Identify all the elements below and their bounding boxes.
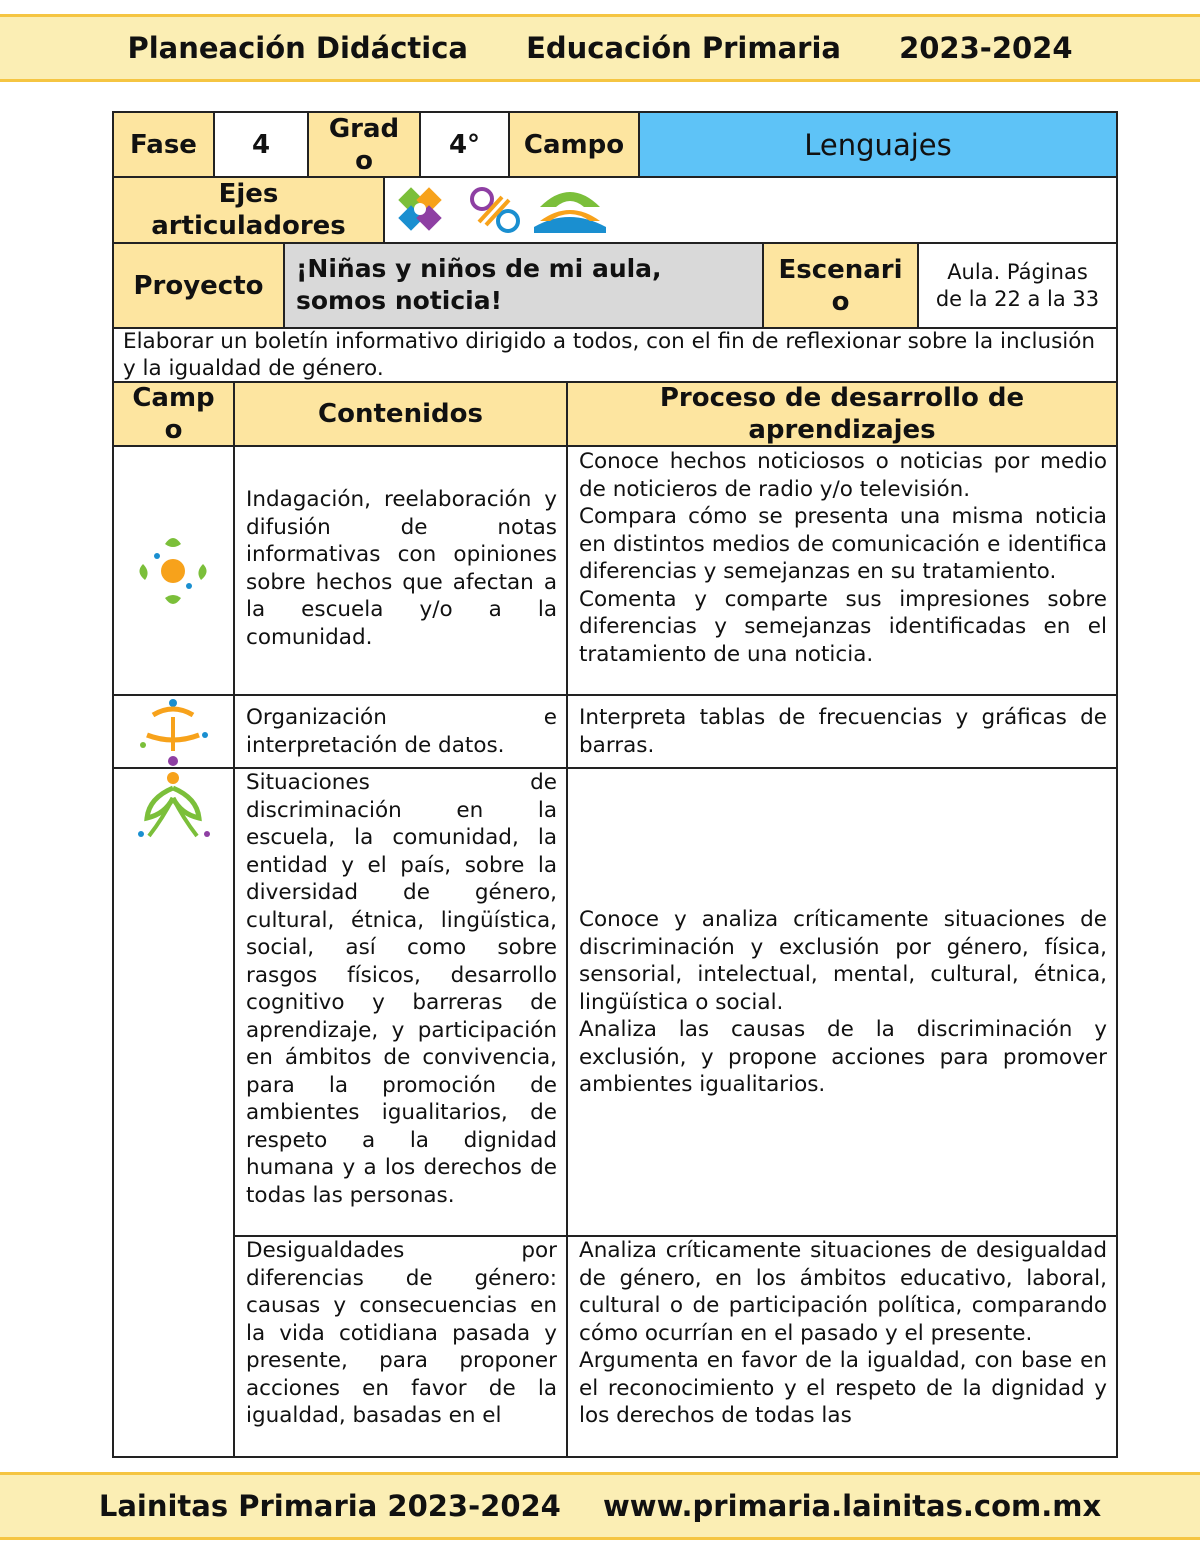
proyecto-label: Proyecto: [113, 243, 284, 328]
row2-proceso-item: Interpreta tablas de frecuencias y gráficas de barras.: [579, 705, 1107, 758]
igualdad-icon: [472, 189, 518, 231]
row2-proceso: [567, 695, 1117, 768]
grado-value: 4°: [448, 129, 481, 160]
ejes-label: Ejes articuladores: [113, 177, 384, 243]
row4-proceso: [567, 1236, 1117, 1457]
row1-proceso: [567, 446, 1117, 695]
escenario-value: Aula. Páginas de la 22 a la 33: [935, 259, 1100, 311]
interculturalidad-icon: [534, 192, 606, 233]
row2-contenido: Organización e interpretación de datos.: [246, 705, 557, 758]
fase-value: 4: [251, 129, 271, 160]
header-banner: [0, 14, 1200, 82]
row4-proceso-item: Analiza críticamente situaciones de desigualdad de género, en los ámbitos educativo, laboral, cultural o de participación política, comparando cómo ocurrían en el pasado y el presente.: [579, 1238, 1107, 1346]
row3-proceso-item: Analiza las causas de la discriminación y exclusión, y propone acciones para promover ambientes igualitarios.: [579, 1017, 1107, 1097]
row4-contenido: Desigualdades por diferencias de género: causas y consecuencias en la vida cotidiana pasada y presente, para proponer acciones en favor de la igualdad, basadas en el: [246, 1238, 557, 1428]
saberes-icon: [113, 695, 234, 768]
row1-icon-cell: [113, 446, 234, 695]
footer-brand: Lainitas Primaria 2023-2024: [98, 1489, 561, 1523]
row3-proceso-item: Conoce y analiza críticamente situaciones de discriminación y exclusión por género, física, sensorial, intelectual, mental, cultural, étnica, lingüística o social.: [579, 907, 1107, 1015]
col-proceso-header: Proceso de desarrollo de aprendizajes: [567, 382, 1117, 446]
ejes-articuladores-icons: [384, 177, 624, 243]
ejes-icons: [384, 177, 1117, 243]
row1-contenido: Indagación, reelaboración y difusión de notas informativas con opiniones sobre hechos que afectan a la escuela y/o a la comunidad.: [246, 487, 557, 650]
objetivo-text: Elaborar un boletín informativo dirigido a todos, con el fin de reflexionar sobre la inclusión y la igualdad de género.: [123, 329, 1096, 381]
header-year: 2023-2024: [899, 31, 1073, 65]
row2-icon-cell: [113, 695, 234, 768]
col-contenidos-header: Contenidos: [234, 382, 567, 446]
campo-label: Campo: [509, 112, 639, 177]
row3-contenido: Situaciones de discriminación en la escuela, la comunidad, la entidad y el país, sobre la diversidad de género, cultural, étnica, lingüística, social, así como sobre rasgos físicos, desarrollo cognitivo y barreras de aprendizaje, y participación en ámbitos de convivencia, para la promoción de ambientes igualitarios, de respeto a la dignidad humana y a los derechos de todas las personas.: [246, 770, 557, 1208]
footer-banner: [0, 1472, 1200, 1540]
inclusion-icon: [398, 187, 441, 230]
row1-proceso-item: Compara cómo se presenta una misma noticia en distintos medios de comunicación e identifica diferencias y semejanzas en su tratamiento.: [579, 504, 1107, 584]
row1-proceso-item: Conoce hechos noticiosos o noticias por medio de noticieros de radio y/o televisión.: [579, 449, 1107, 502]
row3-icon-cell: [113, 768, 234, 1236]
campo-value: Lenguajes: [639, 112, 1117, 177]
header-level: Educación Primaria: [526, 31, 841, 65]
col-campo-header: Camp o: [113, 382, 234, 446]
lenguajes-icon: [113, 446, 234, 695]
etica-icon: [113, 768, 234, 848]
row1-proceso-item: Comenta y comparte sus impresiones sobre diferencias y semejanzas identificadas en el tratamiento de una noticia.: [579, 586, 1107, 667]
row4-proceso-item: Argumenta en favor de la igualdad, con base en el reconocimiento y el respeto de la dignidad y los derechos de todas las: [579, 1348, 1107, 1428]
escenario-label: Escenari o: [763, 243, 918, 328]
row3-proceso: [567, 768, 1117, 1236]
proyecto-value: ¡Niñas y niños de mi aula, somos noticia!: [284, 243, 763, 328]
footer-url[interactable]: www.primaria.lainitas.com.mx: [602, 1489, 1102, 1523]
grado-label: Grad o: [308, 112, 420, 177]
fase-label: Fase: [113, 112, 214, 177]
header-title: Planeación Didáctica: [127, 31, 468, 65]
